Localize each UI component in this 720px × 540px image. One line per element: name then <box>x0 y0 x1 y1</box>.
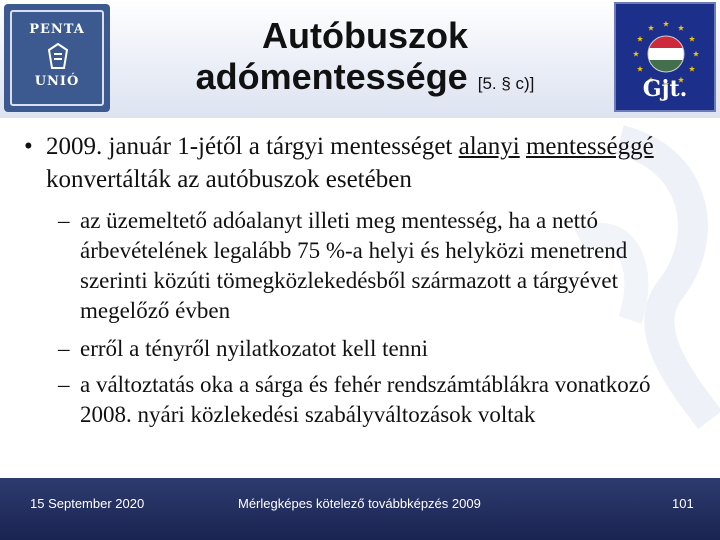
logo-top-word: PENTA <box>29 22 85 37</box>
star-icon <box>689 66 695 72</box>
title-line-2-text: adómentessége <box>195 56 468 97</box>
logo-bottom-word: UNIÓ <box>34 74 80 89</box>
hungarian-flag-eu-stars-icon <box>646 34 686 74</box>
penta-unio-logo <box>4 4 110 112</box>
sub-item-dash: – <box>58 372 70 397</box>
sub-item-dash: – <box>58 336 70 361</box>
star-icon <box>693 51 699 57</box>
main-bullet-text <box>46 130 706 196</box>
star-icon <box>637 66 643 72</box>
sub-item <box>58 370 698 462</box>
sub-item-text: az üzemeltető adóalanyt illeti meg mentesség, ha a nettó árbevételének legalább 75 %-a helyi és helyközi menetrend szerinti közúti tömegközlekedésből származott a tárgyévet megelőző évben <box>80 208 628 323</box>
bullet-underlined-alanyi: alanyi <box>458 133 520 160</box>
title-reference: [5. § c)] <box>477 74 535 93</box>
footer-course-name: Mérlegképes kötelező továbbképzés 2009 <box>238 496 481 511</box>
star-icon <box>689 36 695 42</box>
slide-number: 101 <box>672 496 694 511</box>
bullet-text-before: 2009. január 1-jétől a tárgyi mentességet <box>46 133 459 160</box>
star-icon <box>678 25 684 31</box>
sub-item <box>58 206 698 326</box>
sub-item-text: a változtatás oka a sárga és fehér rendszámtáblákra vonatkozó 2008. nyári közlekedési szabályváltozások voltak <box>80 372 651 427</box>
star-icon <box>648 25 654 31</box>
bullet-text-after: konvertálták az autóbuszok esetében <box>46 166 412 193</box>
slide-title <box>150 16 580 105</box>
sub-item <box>58 334 698 366</box>
star-icon <box>637 36 643 42</box>
slide-footer <box>0 478 720 540</box>
star-icon <box>663 21 669 27</box>
star-icon <box>633 51 639 57</box>
sub-item-dash: – <box>58 208 70 233</box>
bullet-underlined-mentesseg: mentességgé <box>525 133 654 160</box>
title-line-1: Autóbuszok <box>262 15 468 56</box>
bullet-symbol: • <box>24 133 33 160</box>
slide-header <box>0 0 720 118</box>
gjt-label: Gjt. <box>642 76 688 102</box>
footer-date: 15 September 2020 <box>30 496 145 511</box>
sub-item-text: erről a tényről nyilatkozatot kell tenni <box>80 336 429 361</box>
title-line-2 <box>150 56 580 105</box>
gjt-logo <box>614 2 716 112</box>
penta-unio-logo-icon <box>45 42 71 72</box>
